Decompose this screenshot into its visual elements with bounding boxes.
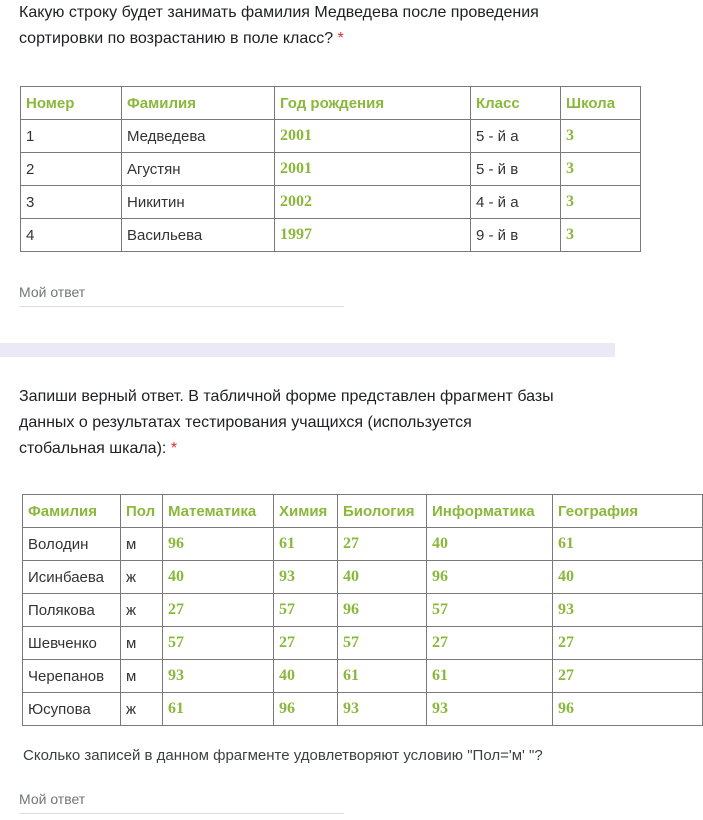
table-cell: Черепанов <box>23 660 121 693</box>
column-header: Год рождения <box>275 87 471 120</box>
column-header: Номер <box>21 87 122 120</box>
table-header-row <box>23 495 703 528</box>
table-cell: 3 <box>561 120 641 153</box>
table-cell: Васильева <box>122 219 275 252</box>
table-cell: 27 <box>553 660 703 693</box>
table-cell: 96 <box>427 561 553 594</box>
table-cell: 93 <box>553 594 703 627</box>
table-cell: 93 <box>163 660 274 693</box>
table-row <box>23 627 703 660</box>
table-cell: ж <box>121 594 163 627</box>
question-2-title-line2: данных о результатах тестирования учащихся (используется <box>19 414 472 431</box>
table-cell: Медведева <box>122 120 275 153</box>
table-cell: 27 <box>553 627 703 660</box>
question-2-title-line3 <box>19 436 177 462</box>
table-cell: 27 <box>163 594 274 627</box>
table-cell: 93 <box>274 561 338 594</box>
table-cell: ж <box>121 693 163 726</box>
column-header: Фамилия <box>122 87 275 120</box>
table-cell: Агустян <box>122 153 275 186</box>
table-cell: ж <box>121 561 163 594</box>
answer-input-1[interactable]: Мой ответ <box>19 284 86 300</box>
table-cell: 96 <box>338 594 427 627</box>
question-1-title-text: сортировки по возрастанию в поле класс? <box>19 30 334 47</box>
table-cell: 61 <box>427 660 553 693</box>
table-row <box>21 153 641 186</box>
table-cell: 61 <box>163 693 274 726</box>
table-cell: 4 - й а <box>471 186 561 219</box>
table-row <box>21 219 641 252</box>
table-cell: м <box>121 660 163 693</box>
table-cell: 2 <box>21 153 122 186</box>
table-row <box>23 561 703 594</box>
table-cell: 57 <box>274 594 338 627</box>
table-row <box>23 528 703 561</box>
table-cell: 3 <box>21 186 122 219</box>
column-header: Математика <box>163 495 274 528</box>
table-cell: 57 <box>427 594 553 627</box>
table-cell: 2001 <box>275 120 471 153</box>
table-cell: 40 <box>274 660 338 693</box>
table-cell: 96 <box>553 693 703 726</box>
table-cell: 4 <box>21 219 122 252</box>
column-header: Класс <box>471 87 561 120</box>
table-cell: 96 <box>163 528 274 561</box>
table-cell: 5 - й а <box>471 120 561 153</box>
table-cell: Юсупова <box>23 693 121 726</box>
column-header: География <box>553 495 703 528</box>
question-2-title-line1: Запиши верный ответ. В табличной форме представлен фрагмент базы <box>19 388 554 405</box>
table-cell: 57 <box>163 627 274 660</box>
table-cell: 96 <box>274 693 338 726</box>
table-cell: 40 <box>163 561 274 594</box>
table-cell: Исинбаева <box>23 561 121 594</box>
required-mark: * <box>337 30 344 47</box>
table-cell: 61 <box>274 528 338 561</box>
table-cell: Шевченко <box>23 627 121 660</box>
required-mark: * <box>170 440 178 457</box>
table-cell: Володин <box>23 528 121 561</box>
table-cell: 40 <box>338 561 427 594</box>
table-cell: 61 <box>338 660 427 693</box>
section-divider <box>0 343 615 357</box>
table-header-row <box>21 87 641 120</box>
table-cell: 61 <box>553 528 703 561</box>
table-cell: 27 <box>427 627 553 660</box>
table-cell: Полякова <box>23 594 121 627</box>
students-table <box>20 86 641 252</box>
table-cell: 1997 <box>275 219 471 252</box>
question-1-title-line1: Какую строку будет занимать фамилия Медведева после проведения <box>19 4 539 21</box>
table-row <box>21 120 641 153</box>
table-cell: 27 <box>274 627 338 660</box>
table-cell: м <box>121 528 163 561</box>
table-cell: 9 - й в <box>471 219 561 252</box>
answer-underline <box>19 813 344 814</box>
table-cell: 3 <box>561 186 641 219</box>
answer-underline <box>19 306 344 307</box>
table-cell: 2002 <box>275 186 471 219</box>
table-cell: 57 <box>338 627 427 660</box>
table-cell: 27 <box>338 528 427 561</box>
subquestion-text: Сколько записей в данном фрагменте удовлетворяют условию "Пол='м' "? <box>23 747 543 764</box>
table-cell: 3 <box>561 219 641 252</box>
table-row <box>23 693 703 726</box>
column-header: Пол <box>121 495 163 528</box>
column-header: Информатика <box>427 495 553 528</box>
table-cell: 40 <box>427 528 553 561</box>
table-cell: Никитин <box>122 186 275 219</box>
table-cell: 5 - й в <box>471 153 561 186</box>
column-header: Фамилия <box>23 495 121 528</box>
column-header: Биология <box>338 495 427 528</box>
table-cell: 93 <box>427 693 553 726</box>
table-cell: 3 <box>561 153 641 186</box>
table-row <box>23 594 703 627</box>
table-cell: 1 <box>21 120 122 153</box>
question-2-title-text: стобальная шкала): <box>19 440 167 457</box>
test-results-table <box>22 494 703 726</box>
table-row <box>23 660 703 693</box>
table-cell: м <box>121 627 163 660</box>
column-header: Химия <box>274 495 338 528</box>
table-row <box>21 186 641 219</box>
answer-input-2[interactable]: Мой ответ <box>19 791 86 807</box>
table-cell: 40 <box>553 561 703 594</box>
column-header: Школа <box>561 87 641 120</box>
question-1-title-line2 <box>19 26 344 52</box>
table-cell: 93 <box>338 693 427 726</box>
table-cell: 2001 <box>275 153 471 186</box>
